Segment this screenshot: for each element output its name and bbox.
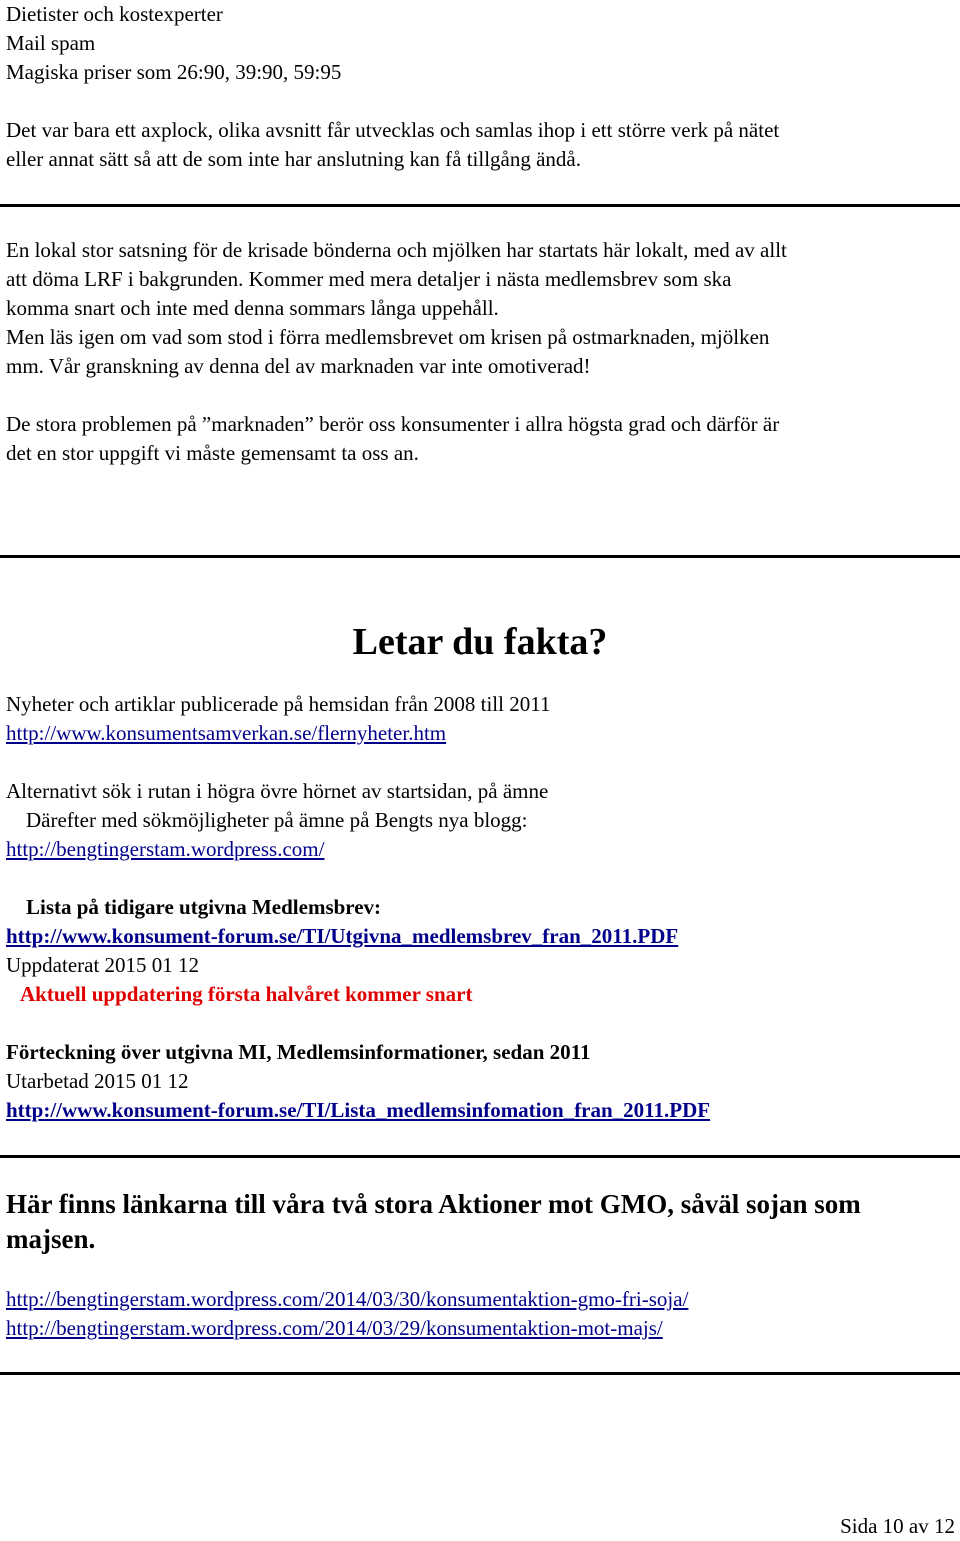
list-link[interactable]: http://www.konsument-forum.se/TI/Utgivna_medlemsbrev_fran_2011.PDF <box>6 924 679 948</box>
gmo-heading-line-1: Här finns länkarna till våra två stora Aktioner mot GMO, såväl sojan som <box>6 1189 861 1219</box>
news-text: Nyheter och artiklar publicerade på hemsidan från 2008 till 2011 <box>6 692 551 716</box>
section2-line-1: De stora problemen på ”marknaden” berör oss konsumenter i allra högsta grad och därför är <box>6 412 780 436</box>
divider-3 <box>0 1155 960 1158</box>
section1-line-1: En lokal stor satsning för de krisade bönderna och mjölken har startats här lokalt, med av allt <box>6 238 787 262</box>
intro-line-1: Det var bara ett axplock, olika avsnitt får utvecklas och samlas ihop i ett större verk på nätet <box>6 118 780 142</box>
search-text: Alternativt sök i rutan i högra övre hörnet av startsidan, på ämne <box>6 779 549 803</box>
facts-heading: Letar du fakta? <box>352 621 608 663</box>
mi-label: Förteckning över utgivna MI, Medlemsinformationer, sedan 2011 <box>6 1040 591 1064</box>
blog-text: Därefter med sökmöjligheter på ämne på Bengts nya blogg: <box>26 808 528 832</box>
intro-line-2: eller annat sätt så att de som inte har anslutning kan få tillgång ändå. <box>6 147 581 171</box>
top-line-dietists: Dietister och kostexperter <box>6 2 223 26</box>
divider-1 <box>0 204 960 207</box>
page-number: Sida 10 av 12 <box>840 1514 955 1538</box>
blog-link[interactable]: http://bengtingerstam.wordpress.com/ <box>6 837 325 861</box>
gmo-heading-line-2: majsen. <box>6 1224 96 1254</box>
mi-link[interactable]: http://www.konsument-forum.se/TI/Lista_medlemsinfomation_fran_2011.PDF <box>6 1098 711 1122</box>
mi-date: Utarbetad 2015 01 12 <box>6 1069 189 1093</box>
gmo-soja-link[interactable]: http://bengtingerstam.wordpress.com/2014/03/30/konsumentaktion-gmo-fri-soja/ <box>6 1287 689 1311</box>
section1-line-3: komma snart och inte med denna sommars långa uppehåll. <box>6 296 499 320</box>
news-link[interactable]: http://www.konsumentsamverkan.se/flernyheter.htm <box>6 721 447 745</box>
gmo-majs-link[interactable]: http://bengtingerstam.wordpress.com/2014/03/29/konsumentaktion-mot-majs/ <box>6 1316 663 1340</box>
section1-line-5: mm. Vår granskning av denna del av marknaden var inte omotiverad! <box>6 354 591 378</box>
list-updated: Uppdaterat 2015 01 12 <box>6 953 200 977</box>
section2-line-2: det en stor uppgift vi måste gemensamt ta oss an. <box>6 441 419 465</box>
update-notice: Aktuell uppdatering första halvåret kommer snart <box>20 982 473 1006</box>
list-label: Lista på tidigare utgivna Medlemsbrev: <box>26 895 382 919</box>
divider-4 <box>0 1372 960 1375</box>
divider-2 <box>0 555 960 558</box>
section1-line-2: att döma LRF i bakgrunden. Kommer med mera detaljer i nästa medlemsbrev som ska <box>6 267 732 291</box>
top-line-magic-prices: Magiska priser som 26:90, 39:90, 59:95 <box>6 60 342 84</box>
top-line-mail-spam: Mail spam <box>6 31 96 55</box>
section1-line-4: Men läs igen om vad som stod i förra medlemsbrevet om krisen på ostmarknaden, mjölken <box>6 325 770 349</box>
